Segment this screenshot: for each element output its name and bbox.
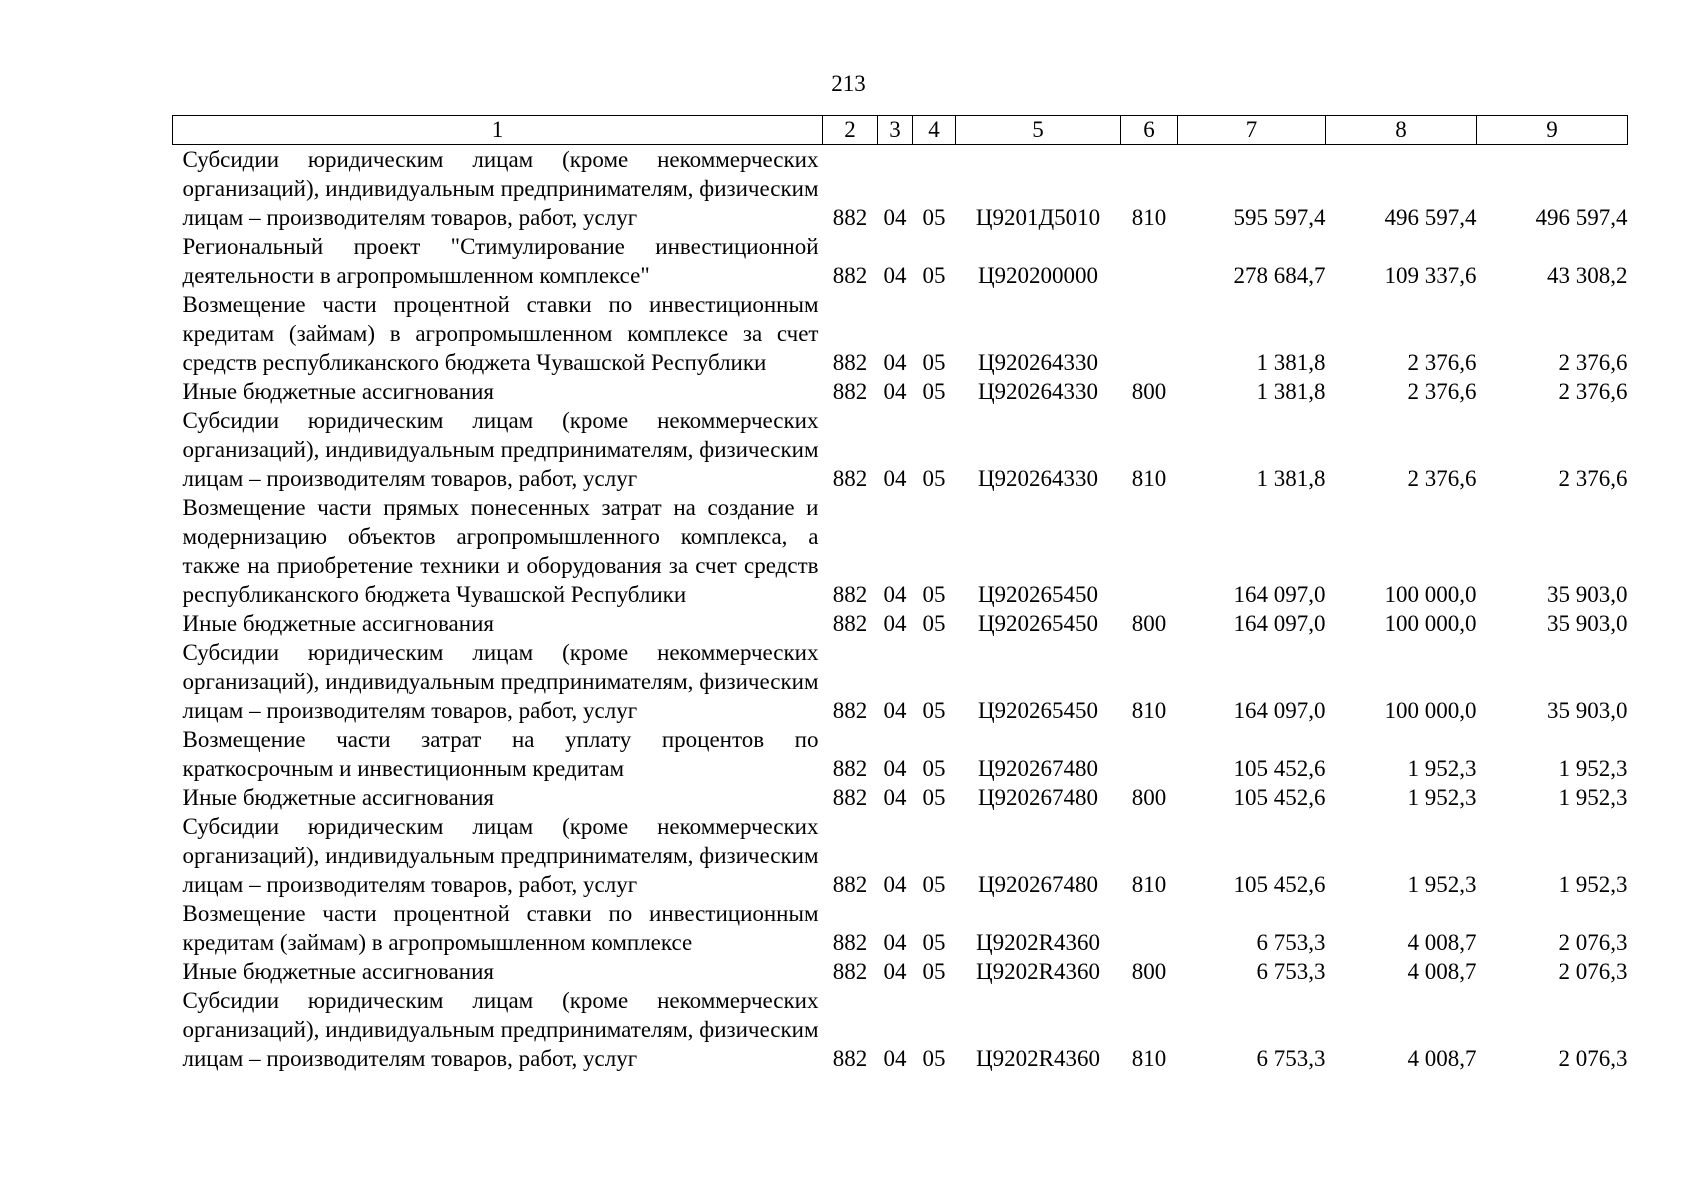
code-subsection: 05	[922, 872, 946, 897]
amount-col8: 100 000,0	[1384, 611, 1477, 636]
code-expense-type	[1121, 232, 1178, 290]
code-section: 04	[883, 582, 907, 607]
code-target: Ц920267480	[977, 872, 1099, 897]
code-ministry: 882	[832, 350, 868, 375]
code-section: 04	[883, 205, 907, 230]
amount-col8: 1 952,3	[1407, 785, 1477, 810]
table-row	[173, 899, 1628, 957]
table-row	[173, 725, 1628, 783]
code-target: Ц9202R4360	[976, 959, 1100, 984]
amount-col7: 105 452,6	[1233, 785, 1326, 810]
column-header: 5	[956, 116, 1121, 145]
code-subsection: 05	[922, 379, 946, 404]
row-name	[173, 812, 823, 899]
amount-col9: 43 308,2	[1547, 263, 1628, 288]
code-expense-type: 800	[1131, 785, 1167, 810]
table-row	[173, 232, 1628, 290]
page-number: 213	[831, 71, 866, 96]
code-section: 04	[883, 930, 907, 955]
amount-col9: 2 376,6	[1558, 379, 1628, 404]
column-header: 4	[913, 116, 956, 145]
row-name-text: Субсидии юридическим лицам (кроме некоммерческих организаций), индивидуальным предпринимателям, физическим лицам – производителям товаров, работ, услуг	[182, 814, 819, 897]
code-subsection: 05	[922, 205, 946, 230]
table-row	[173, 145, 1628, 233]
column-header: 9	[1477, 116, 1628, 145]
code-target: Ц9202R4360	[976, 930, 1100, 955]
amount-col7: 278 684,7	[1233, 263, 1326, 288]
column-header: 3	[878, 116, 913, 145]
code-ministry: 882	[832, 466, 868, 491]
row-name-text: Иные бюджетные ассигнования	[182, 611, 494, 636]
code-subsection: 05	[922, 1046, 946, 1071]
amount-col7: 6 753,3	[1256, 930, 1326, 955]
amount-col7: 105 452,6	[1233, 872, 1326, 897]
code-target: Ц920267480	[977, 756, 1099, 781]
amount-col9: 2 376,6	[1558, 466, 1628, 491]
code-expense-type	[1121, 899, 1178, 957]
table-row	[173, 406, 1628, 493]
table-row	[173, 812, 1628, 899]
row-name	[173, 406, 823, 493]
row-name-text: Возмещение части процентной ставки по инвестиционным кредитам (займам) в агропромышленном комплексе за счет средств республиканского бюджета Чувашской Республики	[182, 292, 819, 375]
code-subsection: 05	[922, 350, 946, 375]
code-expense-type: 800	[1131, 959, 1167, 984]
amount-col8: 2 376,6	[1407, 379, 1477, 404]
code-target: Ц9201Д5010	[975, 205, 1101, 230]
amount-col8: 4 008,7	[1407, 959, 1477, 984]
header-row	[173, 116, 1628, 145]
amount-col7: 105 452,6	[1233, 756, 1326, 781]
table-row	[173, 783, 1628, 812]
code-ministry: 882	[832, 756, 868, 781]
code-target: Ц920264330	[977, 466, 1099, 491]
code-expense-type: 810	[1131, 1046, 1167, 1071]
row-name	[173, 899, 823, 957]
amount-col7: 6 753,3	[1256, 1046, 1326, 1071]
code-section: 04	[883, 959, 907, 984]
code-target: Ц920264330	[977, 379, 1099, 404]
code-subsection: 05	[922, 930, 946, 955]
amount-col7: 164 097,0	[1233, 611, 1326, 636]
code-expense-type	[1121, 290, 1178, 377]
table-row	[173, 609, 1628, 638]
code-section: 04	[883, 698, 907, 723]
row-name	[173, 638, 823, 725]
amount-col9: 2 076,3	[1558, 930, 1628, 955]
code-expense-type	[1121, 725, 1178, 783]
code-subsection: 05	[922, 756, 946, 781]
code-subsection: 05	[922, 698, 946, 723]
amount-col9: 2 076,3	[1558, 959, 1628, 984]
row-name-text: Субсидии юридическим лицам (кроме некоммерческих организаций), индивидуальным предпринимателям, физическим лицам – производителям товаров, работ, услуг	[182, 640, 819, 723]
column-header: 6	[1121, 116, 1178, 145]
amount-col8: 109 337,6	[1384, 263, 1477, 288]
code-ministry: 882	[832, 582, 868, 607]
amount-col9: 1 952,3	[1558, 756, 1628, 781]
amount-col8: 496 597,4	[1384, 205, 1477, 230]
amount-col8: 4 008,7	[1407, 930, 1477, 955]
code-section: 04	[883, 263, 907, 288]
code-ministry: 882	[832, 930, 868, 955]
code-subsection: 05	[922, 582, 946, 607]
code-target: Ц920200000	[977, 263, 1099, 288]
row-name	[173, 609, 823, 638]
code-section: 04	[883, 1046, 907, 1071]
row-name-text: Иные бюджетные ассигнования	[182, 959, 494, 984]
code-ministry: 882	[832, 1046, 868, 1071]
code-ministry: 882	[832, 872, 868, 897]
amount-col8: 4 008,7	[1407, 1046, 1477, 1071]
code-section: 04	[883, 756, 907, 781]
amount-col8: 2 376,6	[1407, 466, 1477, 491]
code-target: Ц920265450	[977, 698, 1099, 723]
row-name-text: Иные бюджетные ассигнования	[182, 785, 494, 810]
code-section: 04	[883, 785, 907, 810]
amount-col7: 1 381,8	[1256, 466, 1326, 491]
amount-col9: 1 952,3	[1558, 785, 1628, 810]
amount-col8: 1 952,3	[1407, 756, 1477, 781]
amount-col9: 2 376,6	[1558, 350, 1628, 375]
row-name-text: Субсидии юридическим лицам (кроме некоммерческих организаций), индивидуальным предпринимателям, физическим лицам – производителям товаров, работ, услуг	[182, 988, 819, 1071]
row-name	[173, 493, 823, 609]
code-ministry: 882	[832, 785, 868, 810]
table-row	[173, 638, 1628, 725]
code-section: 04	[883, 872, 907, 897]
code-ministry: 882	[832, 698, 868, 723]
amount-col7: 6 753,3	[1256, 959, 1326, 984]
code-expense-type	[1121, 493, 1178, 609]
amount-col8: 100 000,0	[1384, 698, 1477, 723]
table-row	[173, 986, 1628, 1073]
code-subsection: 05	[922, 611, 946, 636]
amount-col9: 1 952,3	[1558, 872, 1628, 897]
table-body	[173, 145, 1628, 1074]
row-name	[173, 725, 823, 783]
code-expense-type: 800	[1131, 611, 1167, 636]
row-name-text: Возмещение части процентной ставки по инвестиционным кредитам (займам) в агропромышленном комплексе	[182, 901, 819, 955]
table-row	[173, 493, 1628, 609]
code-section: 04	[883, 379, 907, 404]
row-name	[173, 145, 823, 233]
column-header: 1	[173, 116, 823, 145]
row-name	[173, 957, 823, 986]
table-row	[173, 290, 1628, 377]
amount-col9: 2 076,3	[1558, 1046, 1628, 1071]
row-name-text: Субсидии юридическим лицам (кроме некоммерческих организаций), индивидуальным предпринимателям, физическим лицам – производителям товаров, работ, услуг	[182, 408, 819, 491]
code-ministry: 882	[832, 263, 868, 288]
amount-col8: 2 376,6	[1407, 350, 1477, 375]
table-row	[173, 957, 1628, 986]
code-subsection: 05	[922, 466, 946, 491]
table-row	[173, 377, 1628, 406]
row-name-text: Иные бюджетные ассигнования	[182, 379, 494, 404]
column-header: 2	[823, 116, 878, 145]
budget-table	[172, 115, 1628, 1073]
code-subsection: 05	[922, 959, 946, 984]
code-expense-type: 810	[1131, 872, 1167, 897]
amount-col7: 164 097,0	[1233, 582, 1326, 607]
row-name-text: Возмещение части затрат на уплату процентов по краткосрочным и инвестиционным кредитам	[182, 727, 819, 781]
amount-col7: 1 381,8	[1256, 350, 1326, 375]
row-name	[173, 377, 823, 406]
code-section: 04	[883, 611, 907, 636]
code-target: Ц920265450	[977, 582, 1099, 607]
code-expense-type: 810	[1131, 466, 1167, 491]
column-header: 8	[1326, 116, 1477, 145]
amount-col9: 35 903,0	[1547, 582, 1628, 607]
code-section: 04	[883, 466, 907, 491]
code-subsection: 05	[922, 263, 946, 288]
amount-col8: 100 000,0	[1384, 582, 1477, 607]
code-expense-type: 800	[1131, 379, 1167, 404]
row-name	[173, 986, 823, 1073]
row-name-text: Субсидии юридическим лицам (кроме некоммерческих организаций), индивидуальным предпринимателям, физическим лицам – производителям товаров, работ, услуг	[182, 147, 819, 230]
code-target: Ц920264330	[977, 350, 1099, 375]
row-name-text: Возмещение части прямых понесенных затрат на создание и модернизацию объектов агропромышленного комплекса, а также на приобретение техники и оборудования за счет средств республиканского бюджета Чувашской Республики	[182, 495, 819, 607]
code-ministry: 882	[832, 611, 868, 636]
row-name	[173, 783, 823, 812]
amount-col9: 496 597,4	[1535, 205, 1628, 230]
code-expense-type: 810	[1131, 698, 1167, 723]
code-expense-type: 810	[1131, 205, 1167, 230]
amount-col7: 164 097,0	[1233, 698, 1326, 723]
row-name	[173, 232, 823, 290]
code-ministry: 882	[832, 959, 868, 984]
code-target: Ц9202R4360	[976, 1046, 1100, 1071]
amount-col7: 1 381,8	[1256, 379, 1326, 404]
row-name	[173, 290, 823, 377]
column-header: 7	[1178, 116, 1326, 145]
row-name-text: Региональный проект "Стимулирование инвестиционной деятельности в агропромышленном комплексе"	[182, 234, 819, 288]
code-ministry: 882	[832, 205, 868, 230]
code-target: Ц920265450	[977, 611, 1099, 636]
code-section: 04	[883, 350, 907, 375]
amount-col9: 35 903,0	[1547, 611, 1628, 636]
code-subsection: 05	[922, 785, 946, 810]
amount-col8: 1 952,3	[1407, 872, 1477, 897]
code-ministry: 882	[832, 379, 868, 404]
amount-col7: 595 597,4	[1233, 205, 1326, 230]
amount-col9: 35 903,0	[1547, 698, 1628, 723]
code-target: Ц920267480	[977, 785, 1099, 810]
